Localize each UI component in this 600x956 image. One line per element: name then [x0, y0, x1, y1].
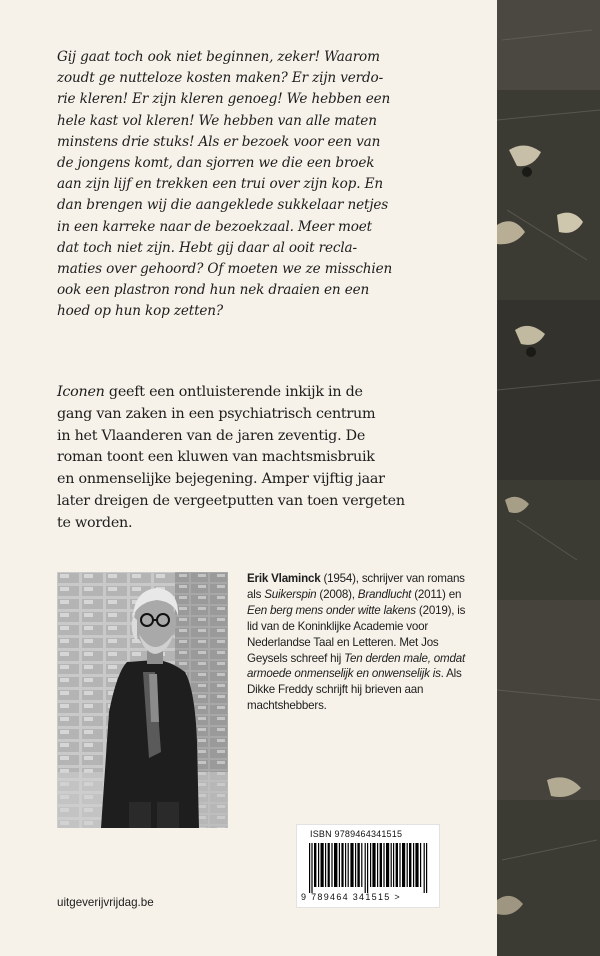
quote-line: maties over gehoord? Of moeten we ze misschien — [57, 261, 393, 278]
quote-line: Gij gaat toch ook niet beginnen, zeker! Waarom — [57, 49, 380, 65]
book-blurb — [57, 382, 467, 535]
isbn-label: ISBN 9789464341515 — [310, 829, 403, 839]
isbn-barcode — [296, 824, 440, 908]
bio-text: . Als Dikke Freddy schrijft hij brieven aan machtshebbers. — [247, 667, 462, 713]
author-bio — [247, 571, 467, 714]
ean-digits: 9 789464 341515 > — [301, 892, 401, 902]
author-photo — [57, 572, 228, 828]
work-title: Een berg mens onder witte lakens — [247, 603, 416, 617]
publisher-url: uitgeverijvrijdag.be — [57, 896, 154, 909]
bio-text: (2019), is lid van de Koninklijke Academie voor Nederlandse Taal en Letteren. Met Jos Geysels schreef hij — [247, 603, 466, 665]
blurb-line: roman toont een kluwen van machtsmisbruik — [57, 449, 375, 466]
blurb-line: te worden. — [57, 514, 133, 531]
quote-line: in een karreke naar de bezoekzaal. Meer moet — [57, 218, 372, 235]
quote-line: dat toch niet zijn. Hebt gij daar al ooit recla- — [57, 239, 357, 256]
excerpt-quote — [57, 47, 467, 323]
bio-text: (2008), — [316, 587, 358, 601]
quote-line: hoed op hun kop zetten? — [57, 303, 224, 320]
quote-line: ook een plastron rond hun nek draaien en een — [57, 282, 370, 299]
blurb-line: in het Vlaanderen van de jaren zeventig. De — [57, 427, 366, 444]
bio-text: (2011) en — [411, 587, 462, 601]
quote-line: zoudt ge nutteloze kosten maken? Er zijn verdo- — [57, 70, 384, 87]
quote-line: aan zijn lijf en trekken een trui over zijn kop. En — [57, 176, 383, 193]
work-title: Brandlucht — [357, 587, 412, 601]
quote-line: de jongens komt, dan sjorren we die een broek — [57, 155, 375, 172]
work-title: Ten derden male, omdat armoede onmenselijk en onwenselijk is — [247, 651, 466, 681]
blurb-line: geeft een ontluisterende inkijk in de — [104, 384, 363, 400]
spine-artwork — [497, 0, 600, 956]
blurb-line: later dreigen de vergeetputten van toen vergeten — [57, 492, 405, 509]
quote-line: minstens drie stuks! Als er bezoek voor een van — [57, 133, 381, 150]
quote-line: hele kast vol kleren! We hebben van alle maten — [57, 112, 377, 129]
bio-text: (1954), schrijver van romans als — [247, 572, 465, 601]
blurb-line: gang van zaken in een psychiatrisch centrum — [57, 405, 376, 422]
work-title: Suikerspin — [264, 587, 317, 601]
blurb-line: en onmenselijke bejegening. Amper vijftig jaar — [57, 471, 385, 488]
quote-line: dan brengen wij die aangeklede sukkelaar netjes — [57, 197, 389, 214]
barcode-bars — [309, 843, 429, 893]
quote-line: rie kleren! Er zijn kleren genoeg! We hebben een — [57, 91, 391, 108]
author-name: Erik Vlaminck — [247, 572, 321, 585]
book-title: Iconen — [57, 384, 105, 400]
